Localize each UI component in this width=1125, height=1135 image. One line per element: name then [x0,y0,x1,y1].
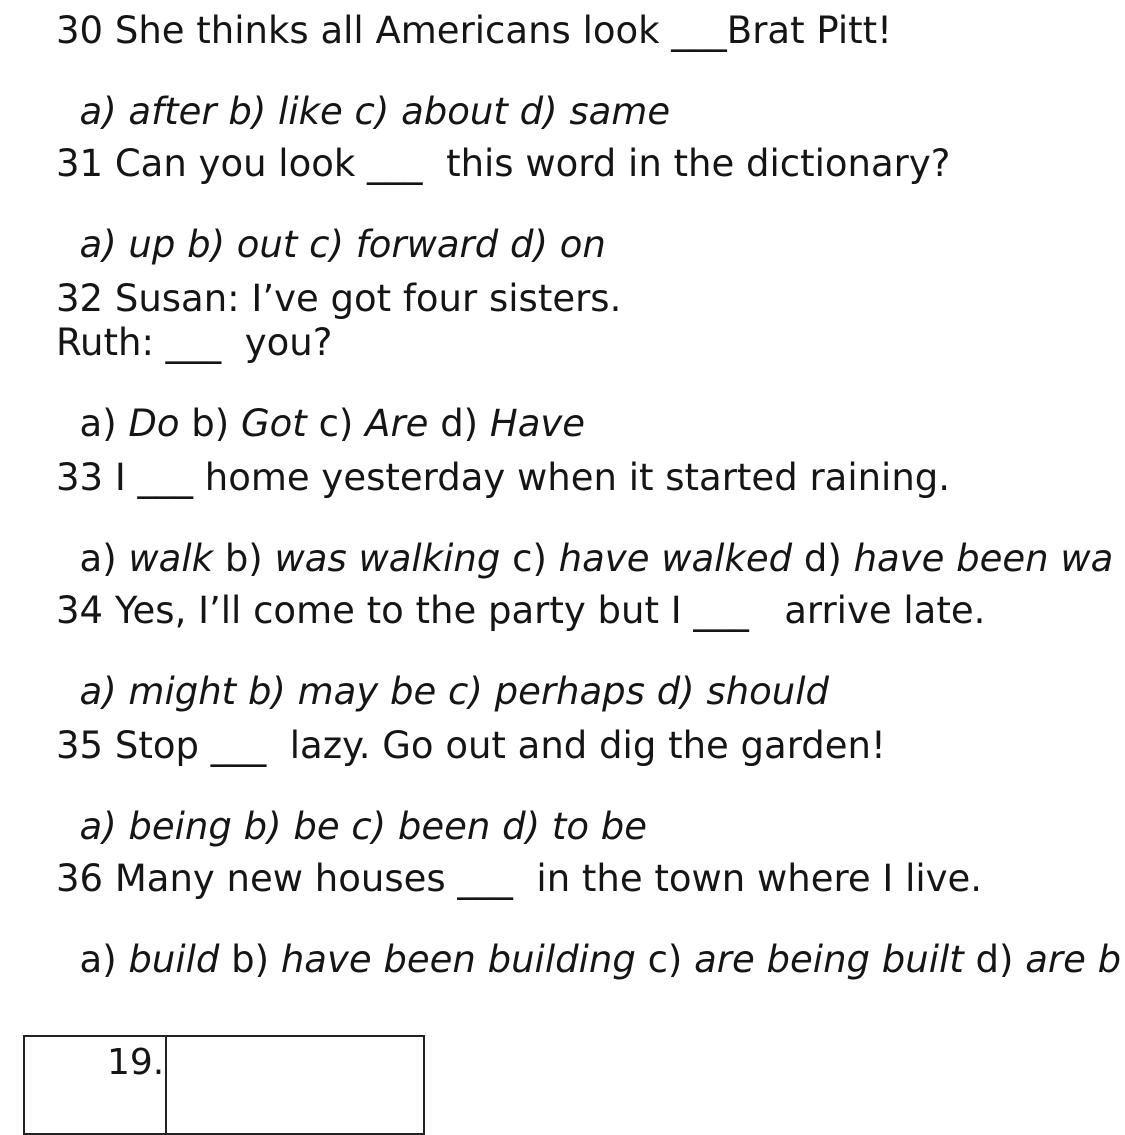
table-column-divider [165,1037,167,1133]
option-letter: c) [297,223,356,266]
question-33-stem: 33 I ___ home yesterday when it started raining. [56,456,951,499]
option-text: be [293,805,340,848]
question-33-options [56,503,1114,580]
option-letter: a) [79,402,129,445]
option-letter: a) [79,90,129,133]
option-letter: d) [963,938,1026,981]
question-32-stem: 32 Susan: I’ve got four sisters. [56,277,622,320]
option-text: being [128,805,232,848]
option-letter: b) [219,938,281,981]
question-30-stem: 30 She thinks all Americans look ___Brat Pitt! [56,9,892,52]
option-text: out [236,223,298,266]
option-text: Got [241,402,307,445]
question-30-options [56,56,671,133]
option-letter: d) [498,223,560,266]
option-text: been [397,805,491,848]
option-text: Do [128,402,180,445]
option-letter: d) [507,90,570,133]
question-34-stem: 34 Yes, I’ll come to the party but I ___ arrive late. [56,589,986,632]
option-text: Have [489,402,586,445]
option-letter: b) [231,805,294,848]
option-letter: d) [490,805,552,848]
option-letter: c) [500,537,559,580]
option-letter: a) [79,670,129,713]
question-31-options [56,189,606,266]
question-36-options [56,904,1122,981]
option-text: have been building [280,938,636,981]
option-text: up [128,223,176,266]
option-text: forward [355,223,499,266]
answer-table [23,1035,425,1135]
option-letter: b) [175,223,237,266]
option-text: walk [128,537,214,580]
option-letter: c) [635,938,695,981]
option-letter: a) [79,938,129,981]
option-letter: a) [79,223,129,266]
option-text: should [706,670,829,713]
question-35-stem: 35 Stop ___ lazy. Go out and dig the garden! [56,724,886,767]
question-32-stem-2: Ruth: ___ you? [56,321,333,364]
table-row-number: 19. [107,1042,165,1083]
option-letter: a) [79,805,129,848]
question-32-options [56,368,586,445]
option-text: perhaps [494,670,645,713]
question-35-options [56,771,647,848]
option-letter: d) [644,670,707,713]
option-text: was walking [274,537,501,580]
option-text: after [128,90,217,133]
question-36-stem: 36 Many new houses ___ in the town where I live. [56,857,983,900]
option-text: might [128,670,237,713]
option-text: about [401,90,508,133]
option-letter: b) [213,537,275,580]
option-text: on [559,223,606,266]
option-letter: b) [179,402,241,445]
option-text: are being built [694,938,964,981]
option-text: like [278,90,343,133]
question-31-stem: 31 Can you look ___ this word in the dictionary? [56,142,951,185]
option-letter: c) [436,670,495,713]
option-letter: d) [792,537,854,580]
question-34-options [56,636,829,713]
option-text: have walked [558,537,793,580]
option-letter: d) [428,402,490,445]
option-text: may be [297,670,437,713]
option-letter: b) [236,670,298,713]
option-letter: b) [216,90,279,133]
option-text: have been wa [853,537,1114,580]
option-text: build [128,938,220,981]
option-letter: a) [79,537,129,580]
option-text: to be [551,805,647,848]
option-text: are b [1025,938,1122,981]
option-letter: c) [306,402,366,445]
option-letter: c) [339,805,398,848]
option-letter: c) [342,90,402,133]
option-text: Are [365,402,429,445]
option-text: same [569,90,671,133]
